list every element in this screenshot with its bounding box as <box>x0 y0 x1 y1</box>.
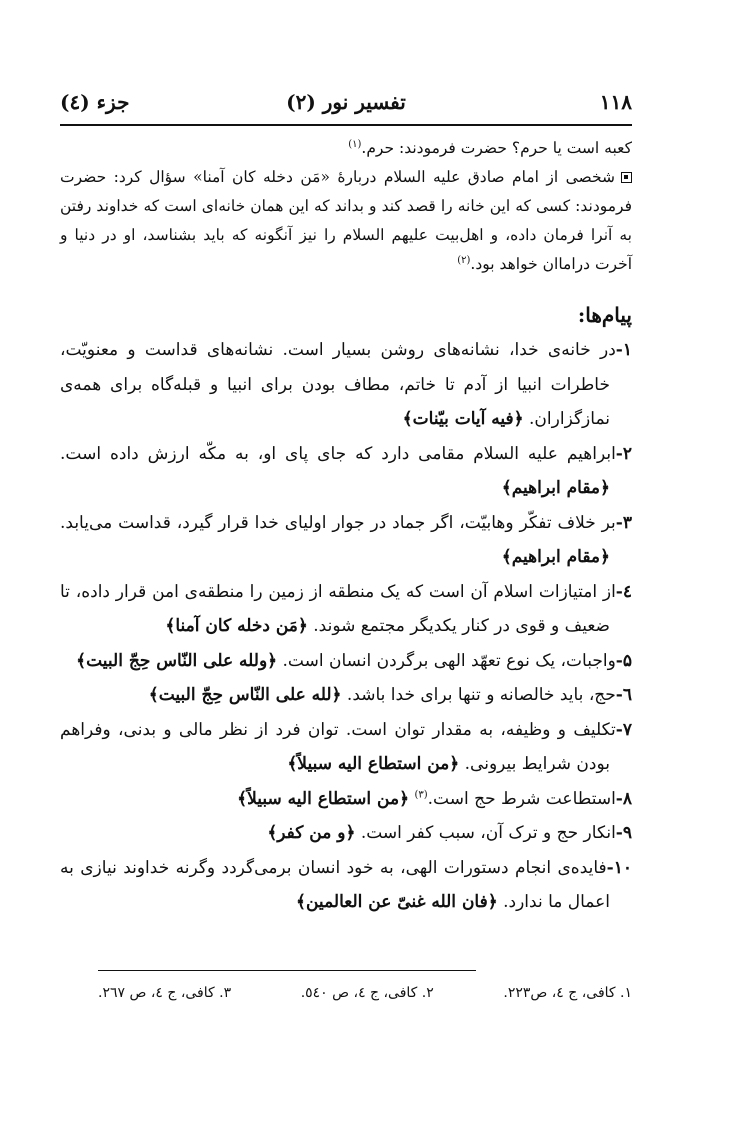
quran-quote: ﴿و من کفر﴾ <box>267 823 356 843</box>
message-text: ابراهیم علیه السلام مقامی دارد که جای پای او، به مکّه ارزش داده است. <box>60 443 616 464</box>
message-number: ۳- <box>615 512 632 533</box>
page-header <box>60 90 632 122</box>
message-number: ۷- <box>615 719 632 740</box>
messages-list <box>60 333 632 920</box>
message-item <box>60 437 632 506</box>
footnote: ۲. کافی، ج ٤، ص ٥٤٠. <box>300 985 434 1001</box>
page-number: ۱۱۸ <box>599 90 632 114</box>
quran-quote: ﴿من استطاع الیه سبیلاً﴾ <box>237 788 410 809</box>
paragraph-text: کعبه است یا حرم؟ حضرت فرمودند: حرم. <box>361 139 632 157</box>
footnote: ۳. کافی، ج ٤، ص ۲٦۷. <box>98 985 232 1001</box>
message-item <box>60 782 632 817</box>
quran-quote: ﴿من استطاع الیه سبیلاً﴾ <box>287 754 460 774</box>
message-item <box>60 644 632 679</box>
message-text: واجبات، یک نوع تعهّد الهی برگردن انسان است. <box>282 650 616 671</box>
message-text: در خانه‌ی خدا، نشانه‌های روشن بسیار است. نشانه‌های قداست و معنویّت، خاطرات انبیا از آدم تا خاتم، مطاف بودن برای انبیا و قبله‌گاه برای همه‌ی نمازگزاران. <box>60 340 616 429</box>
message-text: استطاعت شرط حج است. <box>427 788 616 809</box>
quran-quote: ﴿فان الله غنیّ عن العالمین﴾ <box>296 892 498 912</box>
footnote: ۱. کافی، ج ٤، ص۲۲۳. <box>503 985 632 1001</box>
message-item <box>60 713 632 782</box>
message-number: ۸- <box>615 788 632 809</box>
footnote-rule <box>98 970 476 971</box>
message-item <box>60 851 632 920</box>
footnote-ref: (۳) <box>414 788 428 800</box>
message-number: ۵- <box>615 650 632 671</box>
quran-quote: ﴿ولله علی النّاس حِجّ البیت﴾ <box>76 650 278 671</box>
quran-quote: ﴿مَن دخله کان آمنا﴾ <box>165 616 308 636</box>
message-number: ۱- <box>615 340 632 360</box>
message-item <box>60 816 632 851</box>
message-text: انکار حج و ترک آن، سبب کفر است. <box>360 823 616 843</box>
messages-heading: پیام‌ها: <box>577 303 632 327</box>
message-number: ٤- <box>615 581 632 602</box>
paragraph <box>60 134 632 163</box>
message-text: حج، باید خالصانه و تنها برای خدا باشد. <box>346 685 616 705</box>
message-text: از امتیازات اسلام آن است که یک منطقه از زمین را منطقه‌ی امن قرار داده، تا ضعیف و قوی در کنار یکدیگر مجتمع شوند. <box>60 581 616 636</box>
quran-quote: ﴿لله علی النّاس حِجّ البیت﴾ <box>148 685 342 705</box>
footnotes <box>98 985 632 1001</box>
running-title: تفسیر نور (۲) <box>286 90 406 114</box>
message-number: ۲- <box>615 443 632 464</box>
message-text: فایده‌ی انجام دستورات الهی، به خود انسان برمی‌گردد وگرنه خداوند نیازی به اعمال ما ندارد. <box>60 857 610 912</box>
message-number: ٦- <box>615 685 632 705</box>
message-number: ۱۰- <box>606 857 632 878</box>
quran-quote: ﴿مقام ابراهیم﴾ <box>501 547 610 567</box>
message-item <box>60 678 632 713</box>
footnote-ref: (۲) <box>457 254 471 266</box>
message-item <box>60 333 632 437</box>
square-bullet-icon <box>621 172 632 183</box>
message-text: بر خلاف تفکّر وهابیّت، اگر جماد در جوار اولیای خدا قرار گیرد، قداست می‌یابد. <box>60 512 616 533</box>
quran-quote: ﴿فیه آیات بیّنات﴾ <box>402 409 524 429</box>
header-rule <box>60 124 632 126</box>
paragraph <box>60 163 632 279</box>
footnote-ref: (۱) <box>348 138 362 150</box>
paragraph-text: شخصی از امام صادق علیه السلام دربارهٔ «مَن دخله کان آمنا» سؤال کرد: حضرت فرمودند: کسی که این خانه را قصد کند و بداند که این همان خانه‌ای است که خداوند رفتن به آنرا فرمان داده، و اهل‌بیت علیهم السلام را نیز آنگونه که باید بشناسد، او در دنیا و آخرت دراماان خواهد بود. <box>60 168 632 273</box>
message-item <box>60 506 632 575</box>
message-item <box>60 575 632 644</box>
message-text: تکلیف و وظیفه، به مقدار توان است. توان فرد از نظر مالی و بدنی، وفراهم بودن شرایط بیرونی. <box>60 719 616 774</box>
quran-quote: ﴿مقام ابراهیم﴾ <box>501 478 610 498</box>
part-label: جزء (٤) <box>60 90 130 114</box>
message-number: ۹- <box>615 823 632 843</box>
main-content <box>60 134 632 920</box>
